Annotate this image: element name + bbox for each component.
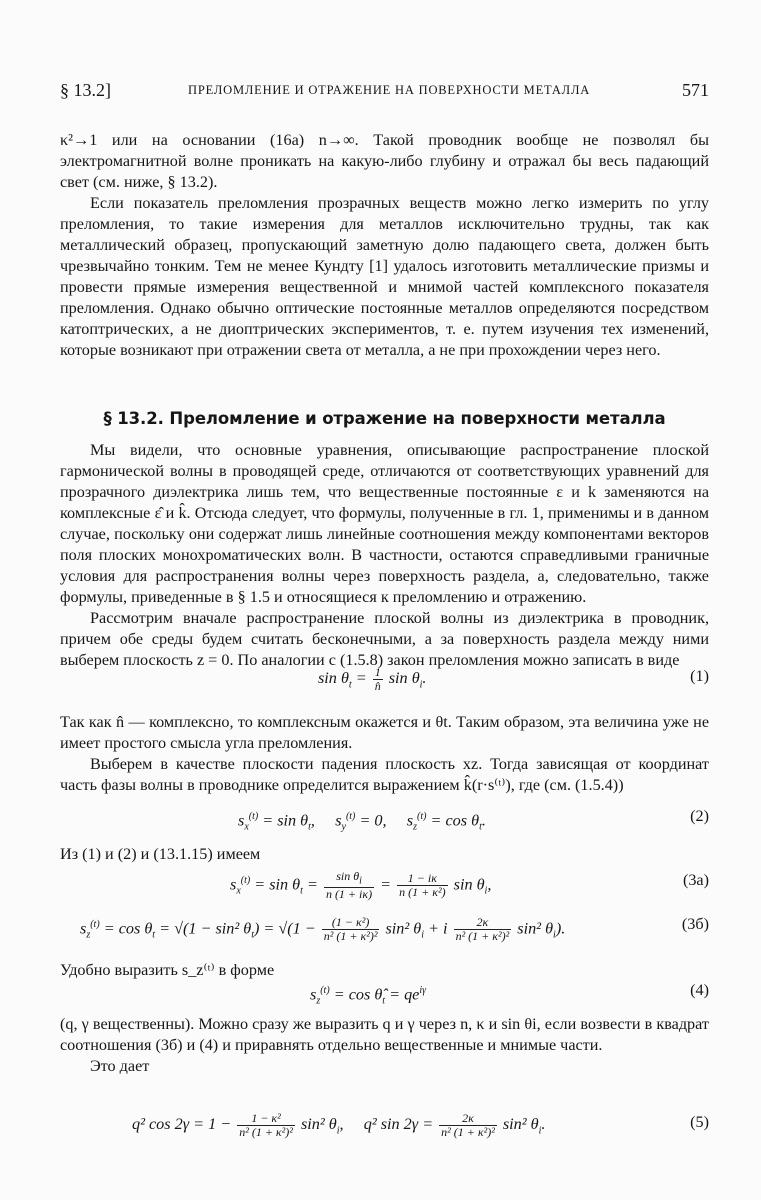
paragraph-6: Выберем в качестве плоскости падения плоскость xz. Тогда зависящая от координат часть фазы волны в проводнике определится выражением k̂(r·s⁽ᵗ⁾), где (см. (1.5.4)) bbox=[60, 755, 709, 794]
equation-3b: $s_z^{(t)} = \cos \theta_t = √(1 - \sin^2$ $\theta_t) = √(1$ − $\frac{\text{(1 − κ²)}}{\text{n² (1 + κ²)²}}$ sin² $\theta_i + i$ $\frac{2\kappa}{\text{n² (1 + κ²)²}}$ sin² $\theta_i$). (3б) bbox=[80, 915, 709, 944]
paragraph-8: Удобно выразить s_z⁽ᵗ⁾ в форме bbox=[60, 961, 275, 979]
equation-1: $\sin \theta_t$ = $\frac{1}{n̂}$ $\sin \theta_i$. (1) bbox=[318, 665, 709, 693]
paragraph-2: Если показатель преломления прозрачных веществ можно легко измерить по углу преломления, то такие измерения для металлов исключительно трудны, так как металлический образец, пропускающий заметную долю падающего света, должен быть чрезвычайно тонким. Тем не менее Кундту [1] удалось изготовить металлические призмы и провести прямые измерения вещественной и мнимой частей комплексного показателя преломления. Однако обычно оптические постоянные металлов определяются посредством катоптрических, а не диоптрических экспериментов, т. е. путем изучения тех изменений, которые возникают при отражении света от металла, а не при прохождении через него. bbox=[60, 194, 709, 359]
equation-5: q² cos 2γ = 1 − $\frac{\text{1 − κ²}}{\text{n² (1 + κ²)²}}$ sin² $\theta_i$, q² sin 2γ = $\frac{2\kappa}{\text{n² (1 + κ²)²}}$ sin² $\theta_i$. (5) bbox=[132, 1111, 709, 1139]
equation-4: $s_z^{(t)} = \cos$ $\thetâ_t = qe^{i\gamma}$ (4) bbox=[310, 981, 709, 1007]
page-header bbox=[60, 80, 709, 104]
paragraph-9: (q, γ вещественны). Можно сразу же выразить q и γ через n, κ и sin θi, если возвести в квадрат соотношения (3б) и (4) и приравнять отдельно вещественные и мнимые части. bbox=[60, 1015, 709, 1054]
header-running-title: ПРЕЛОМЛЕНИЕ И ОТРАЖЕНИЕ НА ПОВЕРХНОСТИ МЕТАЛЛА bbox=[188, 83, 591, 97]
text-block-after-eq4 bbox=[60, 1014, 709, 1077]
paragraph-5: Так как n̂ — комплексно, то комплексным окажется и θt. Таким образом, эта величина уже не имеет простого смысла угла преломления. bbox=[60, 713, 709, 752]
equation-3a: $s_x^{(t)} = \sin \theta_t$ = $\frac{\sin \theta_i}{n (1 + i\kappa)}$ = $\frac{1 - i\kappa}{\text{n (1 + κ²)}}$ $\sin \theta_i$, (3а) bbox=[230, 869, 709, 902]
section-heading-block bbox=[60, 408, 709, 429]
page-number: 571 bbox=[682, 80, 709, 100]
text-block-after-eq1 bbox=[60, 712, 709, 796]
eq-number: (5) bbox=[690, 1113, 709, 1131]
paragraph-4: Рассмотрим вначале распространение плоской волны из диэлектрика в проводник, причем обе среды будем считать бесконечными, а за поверхность раздела между ними выберем плоскость z = 0. По аналогии с (1.5.8) закон преломления можно записать в виде bbox=[60, 609, 709, 669]
header-section: § 13.2] bbox=[60, 80, 111, 100]
section-title: § 13.2. Преломление и отражение на поверхности металла bbox=[103, 409, 666, 428]
paragraph-1: κ²→1 или на основании (16а) n→∞. Такой проводник вообще не позволял бы электромагнитной волне проникать на какую-либо глубину и отражал бы весь падающий свет (см. ниже, § 13.2). bbox=[60, 131, 709, 191]
eq-number: (3б) bbox=[681, 915, 709, 933]
paragraph-10: Это дает bbox=[90, 1057, 150, 1075]
text-block-section bbox=[60, 440, 709, 671]
equation-2: $s_x^{(t)} = \sin \theta_t$, $s_y^{(t)} = 0$, $s_z^{(t)} = \cos \theta_t$. (2) bbox=[238, 807, 709, 833]
text-block-7 bbox=[60, 844, 709, 865]
eq-number: (1) bbox=[690, 667, 709, 685]
eq-number: (2) bbox=[690, 807, 709, 825]
eq-number: (4) bbox=[690, 981, 709, 999]
text-block-top bbox=[60, 130, 709, 361]
eq-number: (3а) bbox=[682, 871, 709, 889]
paragraph-7: Из (1) и (2) и (13.1.15) имеем bbox=[60, 845, 261, 863]
paragraph-3: Мы видели, что основные уравнения, описывающие распространение плоской гармонической волны в проводящей среде, отличаются от соответствующих уравнений для прозрачного диэлектрика лишь тем, что вещественные постоянные ε и k заменяются на комплексные ε̂ и k̂. Отсюда следует, что формулы, полученные в гл. 1, применимы и в данном случае, поскольку они содержат лишь линейные соотношения между компонентами векторов поля плоских монохроматических волн. В частности, остаются справедливыми граничные условия для распространения волны через поверхность раздела, а, следовательно, также формулы, приведенные в § 1.5 и относящиеся к преломлению и отражению. bbox=[60, 441, 709, 606]
